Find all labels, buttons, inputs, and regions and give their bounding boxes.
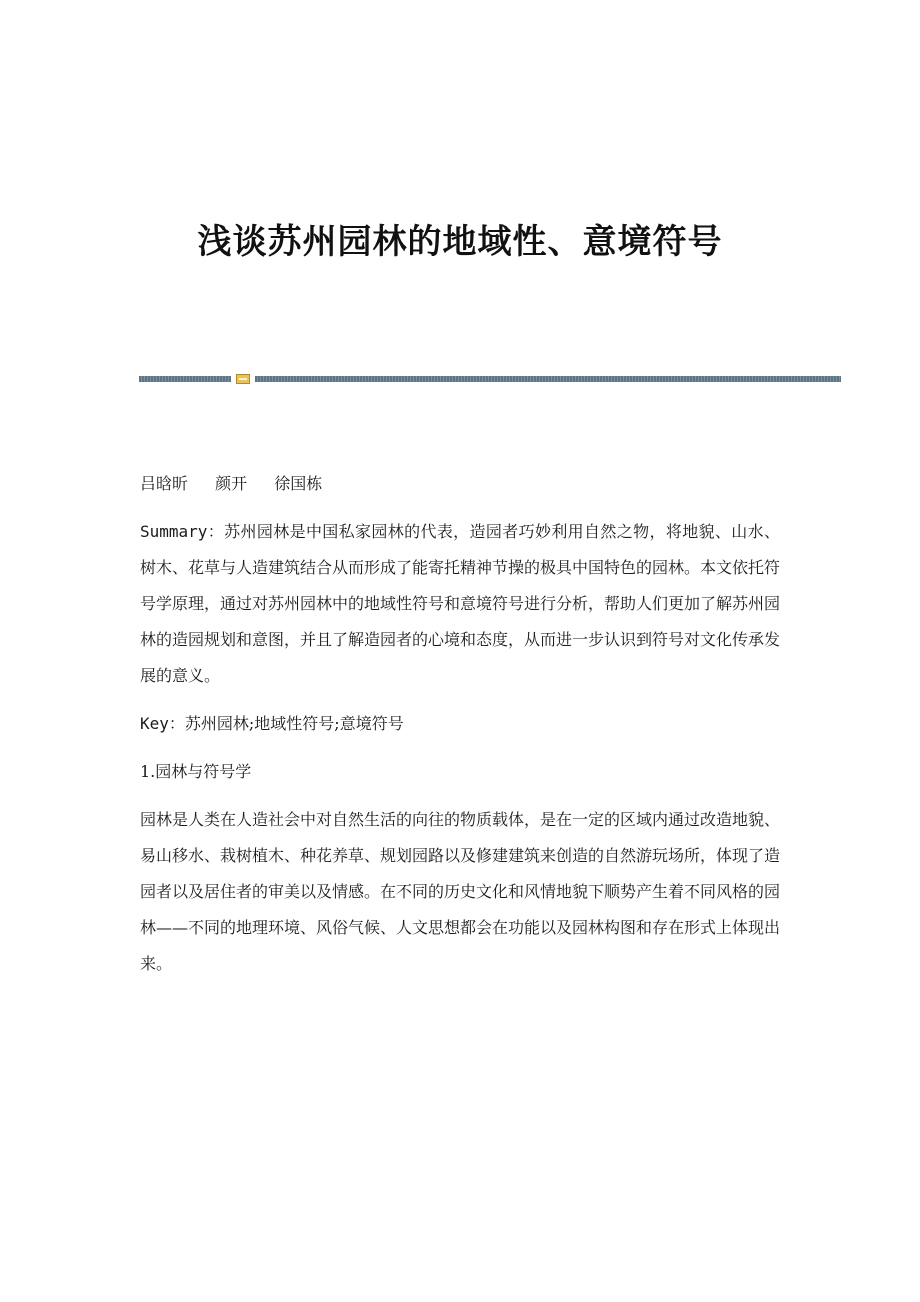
divider-ornament-icon [236,374,250,384]
title-divider [139,373,841,385]
summary-paragraph [140,514,780,694]
section-paragraph: 园林是人类在人造社会中对自然生活的向往的物质载体，是在一定的区域内通过改造地貌、易山移水、栽树植木、种花养草、规划园路以及修建建筑来创造的自然游玩场所，体现了造园者以及居住者的审美以及情感。在不同的历史文化和风情地貌下顺势产生着不同风格的园林——不同的地理环境、风俗气候、人文思想都会在功能以及园林构图和存在形式上体现出来。 [140,810,781,973]
document-title: 浅谈苏州园林的地域性、意境符号 [197,222,723,262]
divider-bar-right [255,376,841,382]
author-name: 徐国栋 [274,474,323,493]
author-list [140,466,780,502]
summary-label: Summary： [140,522,225,541]
divider-bar-left [139,376,231,382]
keywords-text: 苏州园林;地域性符号;意境符号 [184,714,404,733]
keywords-paragraph [140,706,780,742]
document-body [140,466,780,982]
section-heading: 1.园林与符号学 [140,762,252,781]
author-name: 颜开 [215,474,248,493]
keywords-label: Key： [140,714,185,733]
author-name: 吕晗昕 [140,474,189,493]
summary-text: 苏州园林是中国私家园林的代表，造园者巧妙利用自然之物，将地貌、山水、树木、花草与人造建筑结合从而形成了能寄托精神节操的极具中国特色的园林。本文依托符号学原理，通过对苏州园林中的地域性符号和意境符号进行分析，帮助人们更加了解苏州园林的造园规划和意图，并且了解造园者的心境和态度，从而进一步认识到符号对文化传承发展的意义。 [140,522,781,685]
